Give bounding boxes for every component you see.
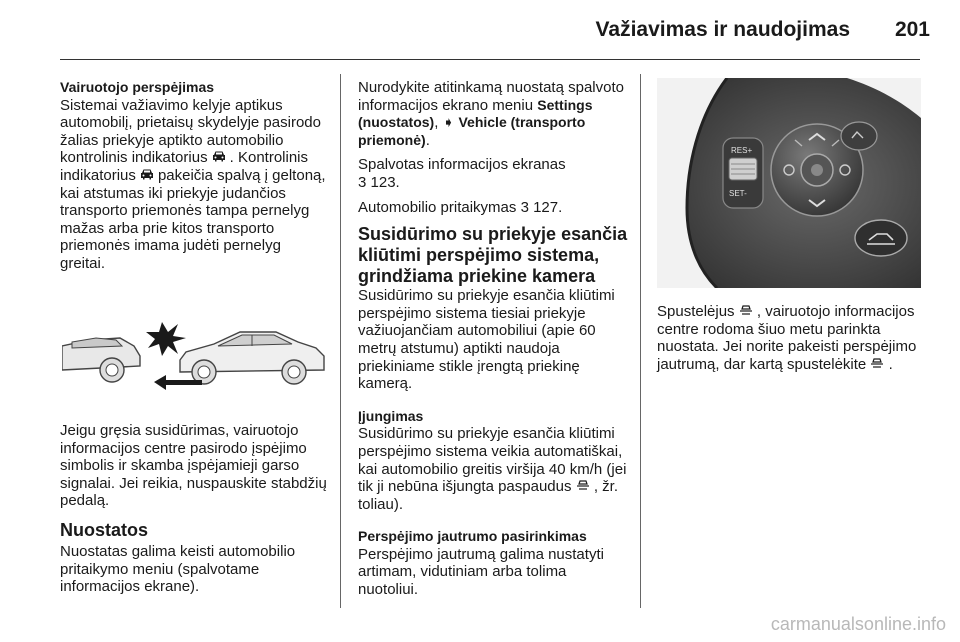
- subheading-activation: Įjungimas: [358, 407, 424, 424]
- paragraph-fcw-description: Susidūrimo su priekyje esančia kliūtimi perspėjimo sistema tiesiai priekyje važiuojančiam automobiliui (apie 60 metrų atstumu) aptikti naudoja priekiniame stikle įrengtą priekinę kamerą.: [358, 287, 615, 393]
- press-text-1: Spustelėjus: [657, 303, 735, 320]
- subheading-sensitivity: Perspėjimo jautrumo pasirinkimas: [358, 528, 587, 545]
- fcw-button-icon-3: [870, 356, 888, 373]
- section-heading-settings: Nuostatos: [60, 519, 149, 540]
- press-text-2: , vairuotojo informacijos centre rodoma šiuo metu parinkta nuostata. Jei norite pakeisti perspėjimo jautrumą, dar kartą spustelėkite: [657, 303, 917, 373]
- reference-symbol-1: 3: [358, 173, 367, 191]
- menu-arrow: ➧: [442, 114, 455, 131]
- fcw-button-icon-2: [739, 303, 757, 320]
- paragraph-indicator-text-2: . Kontrolinis indikatorius: [60, 149, 309, 184]
- watermark: carmanualsonline.info: [770, 614, 946, 634]
- figure-steering-wheel-controls: [657, 78, 921, 288]
- page-header-title: Važiavimas ir naudojimas: [595, 18, 850, 41]
- paragraph-indicator-text-3: pakeičia spalvą į geltoną, kai atstumas iki priekyje judančios transporto priemonės tampa pernelyg mažas arba prie kitos transporto priemonės imama judėti pernelyg greitai.: [60, 166, 326, 272]
- column-3: [657, 303, 925, 380]
- paragraph-indicator: [60, 97, 330, 273]
- page-number: 201: [894, 18, 930, 41]
- car-indicator-icon: [212, 149, 230, 165]
- press-text-3: .: [888, 355, 893, 373]
- paragraph-color-display: [358, 156, 628, 191]
- column-divider-2: [640, 74, 641, 608]
- vehicle-personalization-text: Automobilio pritaikymas: [358, 198, 517, 216]
- color-display-text: Spalvotas informacijos ekranas: [358, 156, 566, 174]
- paragraph-sensitivity: Perspėjimo jautrumą galima nustatyti artimam, vidutiniam arba tolima nuotoliui.: [358, 545, 604, 599]
- paragraph-indicator-text-1: Sistemai važiavimo kelyje aptikus automobilį, prietaisų skydelyje pasirodo žalias priekyje aptikto automobilio kontrolinis indikatorius: [60, 96, 321, 167]
- reference-symbol-2: 3: [520, 198, 529, 216]
- paragraph-settings: Nuostatas galima keisti automobilio pritaikymo meniu (spalvotame informacijos ekrane).: [60, 542, 296, 596]
- figure-label-set: SET-: [729, 189, 747, 198]
- column-divider-1: [340, 74, 341, 608]
- section-heading-driver-warning: Vairuotojo perspėjimas: [60, 79, 215, 95]
- column-1: [60, 79, 330, 280]
- reference-page-1: 123.: [370, 173, 400, 191]
- column-2: [358, 79, 628, 606]
- menu-vehicle-label: Vehicle (transporto priemonė): [358, 114, 586, 148]
- car-indicator-icon-2: [140, 167, 158, 183]
- reference-page-2: 127.: [533, 198, 563, 216]
- fcw-button-icon: [576, 478, 594, 495]
- paragraph-vehicle-personalization: [358, 199, 628, 217]
- paragraph-collision-threat: Jeigu gręsia susidūrimas, vairuotojo informacijos centre pasirodo įspėjimo simbolis ir skamba įspėjamieji garso signalai. Jei reikia, nuspauskite stabdžių pedalą.: [60, 422, 327, 510]
- section-heading-fcw-camera: Susidūrimo su priekyje esančia kliūtimi perspėjimo sistema, grindžiama priekine kamera: [358, 224, 628, 287]
- figure-collision-cars: [62, 300, 330, 398]
- paragraph-press-button: [657, 303, 925, 373]
- paragraph-activation: [358, 425, 628, 513]
- menu-settings-label: Settings (nuostatos): [358, 96, 593, 131]
- header-rule: [60, 59, 920, 60]
- column-1-lower: [60, 422, 332, 603]
- paragraph-select-setting: Nurodykite atitinkamą nuostatą spalvoto informacijos ekrano meniu Settings (nuostatos), ➧ Vehicle (transporto priemonė).: [358, 79, 624, 149]
- figure-label-res: RES+: [731, 146, 753, 155]
- activation-text-1: Susidūrimo su priekyje esančia kliūtimi perspėjimo sistema veikia automatiškai, kai automobilio greitis viršija 40 km/h (jei tik ji nebūna išjungta paspaudus: [358, 425, 627, 496]
- paragraph-select-setting-text: Nurodykite atitinkamą nuostatą spalvoto informacijos ekrano meniu: [358, 79, 624, 114]
- activation-text-2: , žr. toliau).: [358, 478, 619, 513]
